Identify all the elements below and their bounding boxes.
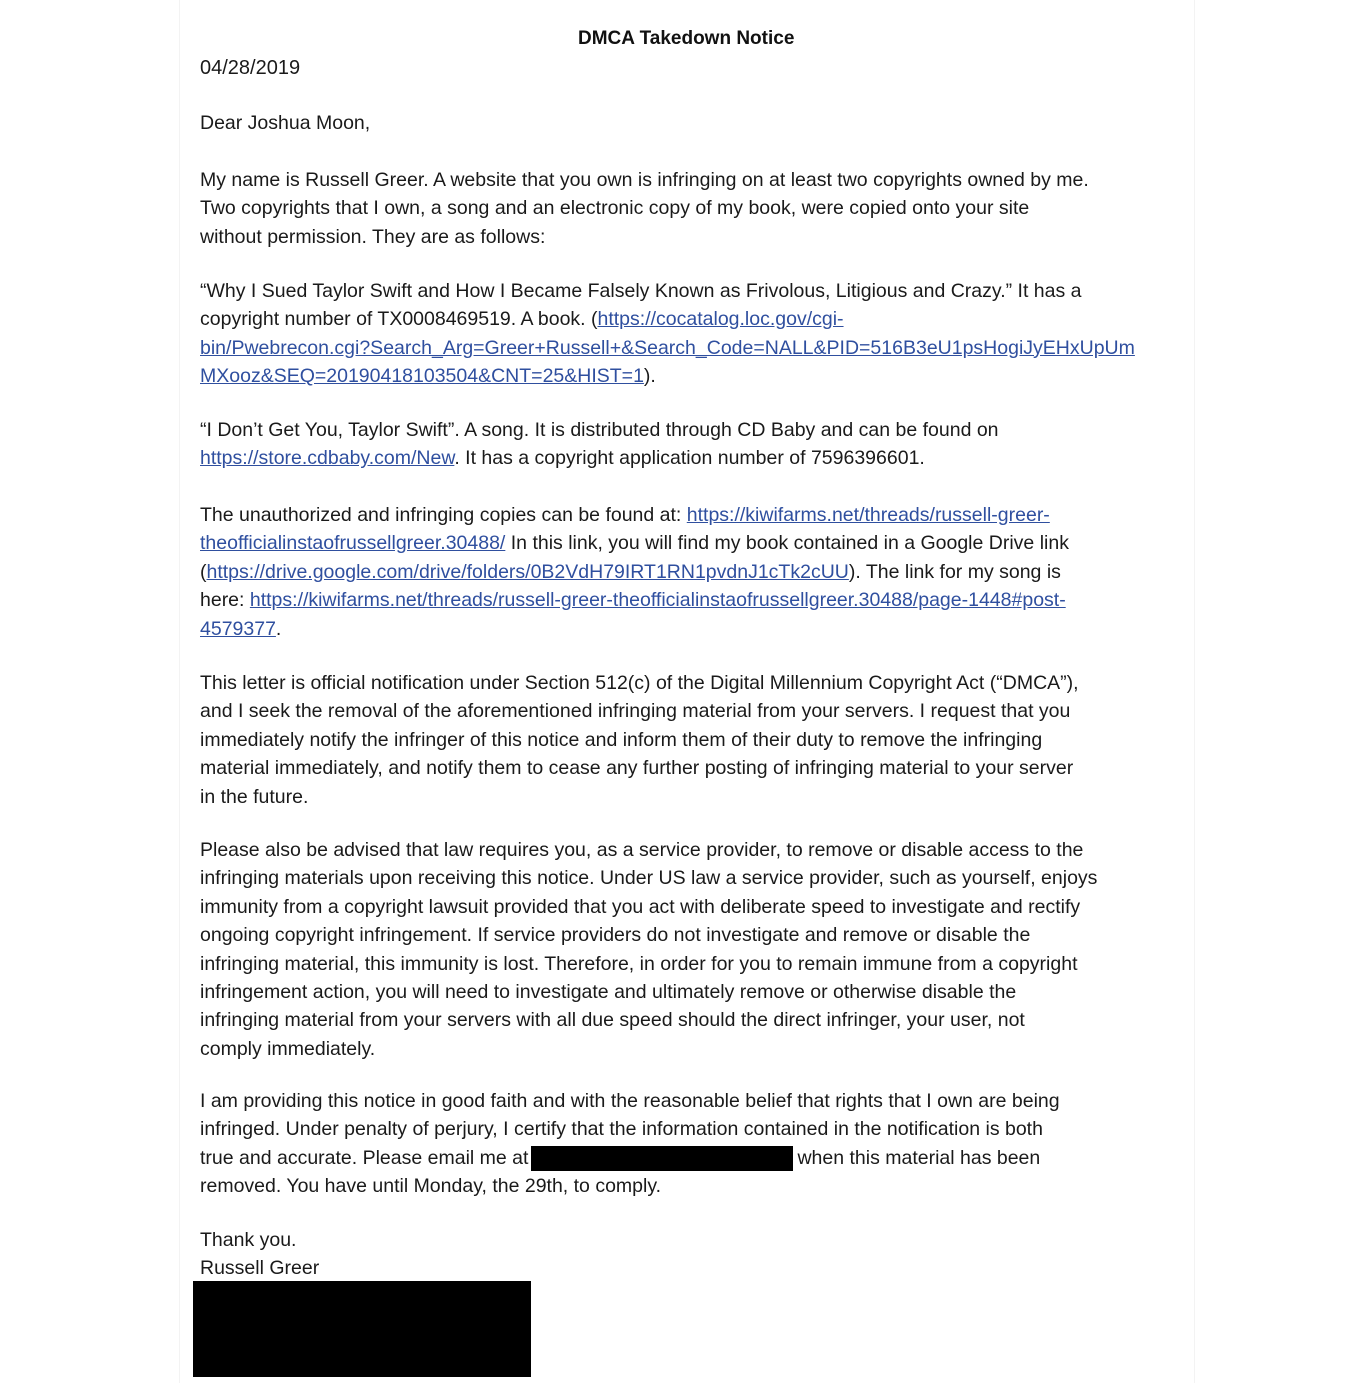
book-catalog-link-part-3[interactable]: MXooz&SEQ=20190418103504&CNT=25&HIST=1	[200, 365, 644, 388]
here-text: here:	[200, 589, 250, 612]
song-copyright-text: . It has a copyright application number of 7596396601.	[454, 447, 925, 470]
copies-line-end: .	[275, 617, 282, 640]
book-line-4	[200, 362, 1180, 390]
copies-line-2	[200, 529, 1180, 557]
advised-line-4: ongoing copyright infringement. If service providers do not investigate and remove or disable the	[200, 924, 1031, 947]
salutation-line: Dear Joshua Moon,	[200, 112, 371, 134]
redacted-email	[531, 1146, 793, 1171]
faith-line-2: infringed. Under penalty of perjury, I certify that the information contained in the notification is both	[200, 1118, 1043, 1141]
advised-line-2: infringing materials upon receiving this notice. Under US law a service provider, such as yourself, enjoys	[200, 867, 1098, 890]
official-line-2: and I seek the removal of the aforementioned infringing material from your servers. I request that you	[200, 700, 1071, 723]
book-copyright-text: copyright number of TX0008469519. A book. (	[200, 308, 598, 331]
song-link-intro: ). The link for my song is	[848, 560, 1061, 583]
closing	[200, 1226, 1180, 1283]
advised-line-6: infringement action, you will need to investigate and ultimately remove or otherwise disable the	[200, 981, 1017, 1004]
intro-line-3: without permission. They are as follows:	[200, 225, 546, 248]
official-notice-paragraph	[200, 669, 1180, 811]
email-request-tail: when this material has been	[797, 1146, 1041, 1169]
song-paragraph	[200, 416, 1180, 473]
copies-drive-text: In this link, you will find my book contained in a Google Drive link	[505, 532, 1069, 555]
cdbaby-link[interactable]: https://store.cdbaby.com/New	[200, 447, 455, 470]
intro-paragraph	[200, 166, 1180, 251]
song-line-2	[200, 444, 1180, 472]
salutation	[200, 109, 1180, 137]
copies-line-3	[200, 558, 1180, 586]
kiwifarms-post-link-part-2[interactable]: 4579377	[200, 617, 276, 640]
book-line-end: ).	[643, 365, 656, 388]
letter-date: 04/28/2019	[200, 57, 301, 79]
closing-thanks: Thank you.	[200, 1229, 297, 1251]
paren-open: (	[200, 560, 207, 583]
redacted-signature-block	[193, 1281, 531, 1377]
kiwifarms-post-link-part-1[interactable]: https://kiwifarms.net/threads/russell-greer-theofficialinstaofrussellgreer.30488/page-1448#post-	[249, 589, 1066, 612]
official-line-1: This letter is official notification under Section 512(c) of the Digital Millennium Copyright Act (“DMCA”),	[200, 672, 1079, 694]
faith-line-4: removed. You have until Monday, the 29th, to comply.	[200, 1175, 662, 1198]
advised-line-5: infringing material, this immunity is lost. Therefore, in order for you to remain immune from a copyright	[200, 952, 1078, 975]
book-paragraph	[200, 277, 1180, 391]
book-catalog-link-part-1[interactable]: https://cocatalog.loc.gov/cgi-	[597, 308, 844, 331]
book-line-1: “Why I Sued Taylor Swift and How I Became Falsely Known as Frivolous, Litigious and Crazy.” It has a	[200, 280, 1082, 302]
copies-line-1	[200, 501, 1180, 529]
advised-line-1: Please also be advised that law requires you, as a service provider, to remove or disable access to the	[200, 839, 1084, 861]
intro-line-2: Two copyrights that I own, a song and an electronic copy of my book, were copied onto your site	[200, 197, 1030, 220]
official-line-5: in the future.	[200, 785, 309, 808]
book-line-2	[200, 305, 1180, 333]
book-catalog-link-part-2[interactable]: bin/Pwebrecon.cgi?Search_Arg=Greer+Russell+&Search_Code=NALL&PID=516B3eU1psHogiJyEHxUpUm	[200, 336, 1135, 359]
official-line-4: material immediately, and notify them to cease any further posting of infringing material to your server	[200, 757, 1074, 780]
kiwifarms-thread-link-part-2[interactable]: theofficialinstaofrussellgreer.30488/	[200, 532, 506, 555]
official-line-3: immediately notify the infringer of this notice and inform them of their duty to remove the infringing	[200, 728, 1043, 751]
intro-line-1: My name is Russell Greer. A website that you own is infringing on at least two copyrights owned by me.	[200, 169, 1089, 191]
book-line-3	[200, 334, 1180, 362]
kiwifarms-thread-link-part-1[interactable]: https://kiwifarms.net/threads/russell-greer-	[686, 504, 1050, 526]
copies-line-4	[200, 586, 1180, 614]
advised-line-7: infringing material from your servers with all due speed should the direct infringer, your user, not	[200, 1009, 1025, 1032]
copies-intro-text: The unauthorized and infringing copies can be found at:	[200, 504, 687, 526]
document-title: DMCA Takedown Notice	[578, 28, 795, 49]
faith-line-3	[200, 1144, 1180, 1172]
copies-line-5	[200, 615, 1180, 643]
faith-line-1: I am providing this notice in good faith and with the reasonable belief that rights that I own are being	[200, 1090, 1060, 1112]
signature-name: Russell Greer	[200, 1257, 320, 1280]
advised-line-3: immunity from a copyright lawsuit provided that you act with deliberate speed to investigate and rectify	[200, 895, 1081, 918]
advisement-paragraph	[200, 836, 1180, 1063]
copies-paragraph	[200, 501, 1180, 643]
good-faith-paragraph	[200, 1087, 1180, 1201]
song-line-1: “I Don’t Get You, Taylor Swift”. A song. It is distributed through CD Baby and can be found on	[200, 419, 999, 441]
email-request-text: true and accurate. Please email me at	[200, 1146, 529, 1169]
google-drive-link[interactable]: https://drive.google.com/drive/folders/0B2VdH79IRT1RN1pvdnJ1cTk2cUU	[206, 560, 849, 583]
advised-line-8: comply immediately.	[200, 1037, 376, 1060]
